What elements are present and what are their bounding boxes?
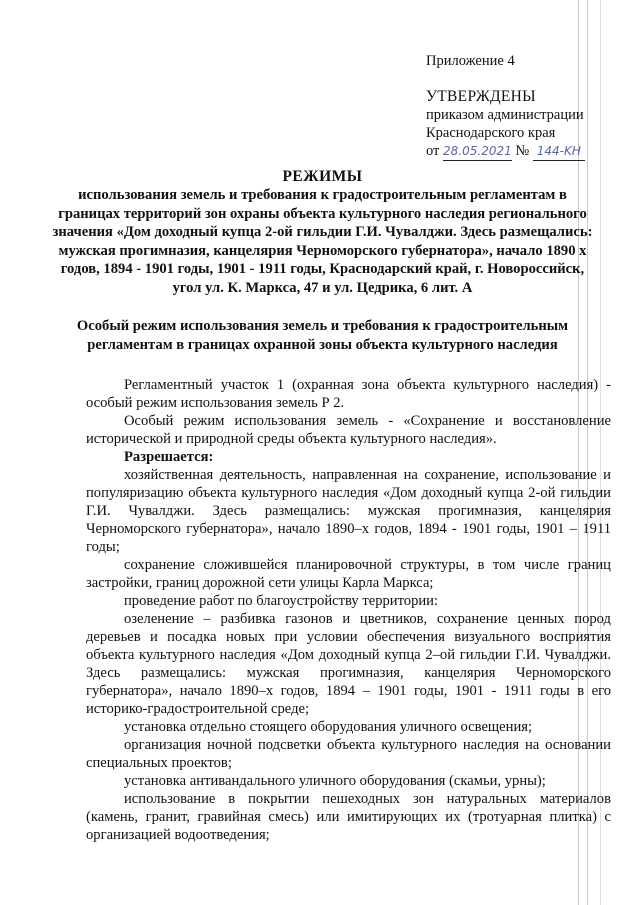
approval-line-1: приказом администрации [426, 107, 584, 123]
annex-label: Приложение 4 [426, 53, 515, 69]
handwritten-date: 28.05.2021 [443, 142, 512, 161]
paragraph: установка антивандального уличного оборудования (скамьи, урны); [124, 773, 546, 789]
paragraph: хозяйственная деятельность, направленная на сохранение, использование и популяризацию объекта культурного наследия «Дом доходный купца 2-ой гильдии Г.И. Чувалджи. Здесь размещались: мужская прогимназия, канцелярия Черноморского губернатора», начало 1890–х годов, 1894 - 1901 годы, 1901 – 1911 годы; [86, 467, 611, 555]
handwritten-number: 144-KН [533, 142, 585, 161]
number-label: № [515, 143, 530, 159]
allowed-heading: Разрешается: [124, 449, 214, 465]
approval-date-line [426, 142, 626, 161]
paragraph: Регламентный участок 1 (охранная зона объекта культурного наследия) - особый режим использования земель Р 2. [86, 377, 611, 411]
approval-block [426, 52, 626, 161]
paragraph: озеленение – разбивка газонов и цветников, сохранение ценных пород деревьев и посадка новых при условии обеспечения визуального восприятия объекта культурного наследия «Дом доходный купца 2–ой гильдии Г.И. Чувалджи. Здесь размещались: мужская прогимназия, канцелярия Черноморского губернатора», начало 1890–х годов, 1894 – 1901 годы, 1901 - 1911 годы в его историко-градостроительной среде; [86, 611, 611, 717]
section-subtitle: Особый режим использования земель и требования к градостроительным регламентам в границах охранной зоны объекта культурного наследия [76, 318, 569, 353]
paragraph: организация ночной подсветки объекта культурного наследия на основании специальных проектов; [86, 737, 611, 771]
paragraph: Особый режим использования земель - «Сохранение и восстановление исторической и природной среды объекта культурного наследия». [86, 413, 611, 447]
paragraph: проведение работ по благоустройству территории: [124, 593, 439, 609]
approval-heading: УТВЕРЖДЕНЫ [426, 88, 536, 105]
document-title: РЕЖИМЫ [282, 168, 363, 185]
paragraph: установка отдельно стоящего оборудования уличного освещения; [124, 719, 533, 735]
document-body [86, 376, 611, 844]
paragraph: использование в покрытии пешеходных зон натуральных материалов (камень, гранит, гравийная смесь) или имитирующих их (тротуарная плитка) с организацией водоотведения; [86, 791, 611, 843]
from-label: от [426, 143, 440, 159]
document-title-text: использования земель и требования к градостроительным регламентам в границах территорий зон охраны объекта культурного наследия регионального значения «Дом доходный купца 2-ой гильдии Г.И. Чувалджи. Здесь размещались: мужская прогимназия, канцелярия Черноморского губернатора», начало 1890 х годов, 1894 - 1901 годы, 1901 - 1911 годы, Краснодарский край, г. Новороссийск, угол ул. К. Маркса, 47 и ул. Цедрика, 6 лит. А [52, 187, 593, 296]
approval-line-2: Краснодарского края [426, 125, 556, 141]
paragraph: сохранение сложившейся планировочной структуры, в том числе границ застройки, границ дорожной сети улицы Карла Маркса; [86, 557, 611, 591]
